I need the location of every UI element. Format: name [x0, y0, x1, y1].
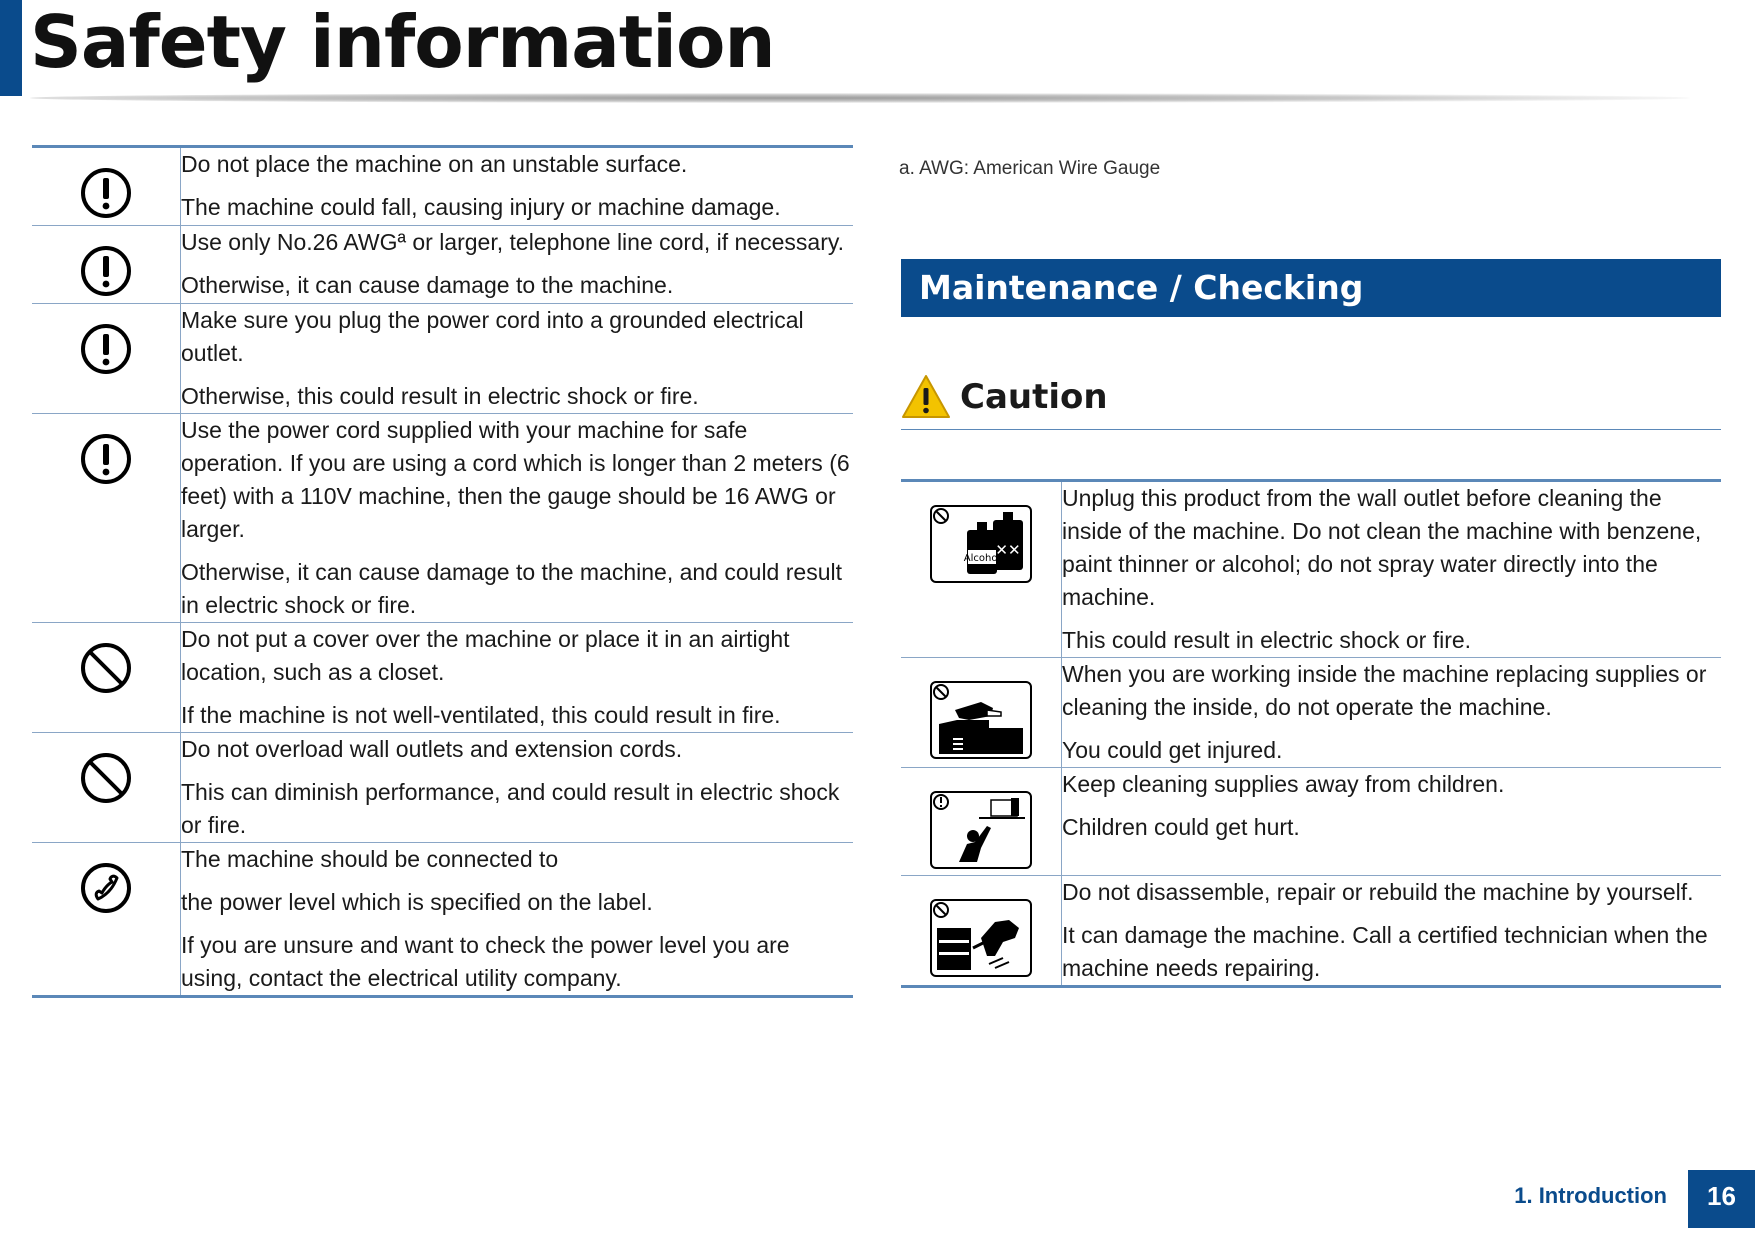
- warning-exclamation-icon: [79, 244, 133, 298]
- no-disassembly-icon: [929, 898, 1033, 978]
- table-row: [32, 414, 853, 623]
- no-hand-inside-machine-icon: [929, 680, 1033, 760]
- row-text: This can diminish performance, and could result in electric shock or fire.: [181, 779, 840, 838]
- row-text: The machine could fall, causing injury or machine damage.: [181, 194, 781, 220]
- row-text: Make sure you plug the power cord into a grounded electrical outlet.: [181, 307, 804, 366]
- row-text: The machine should be connected to: [181, 846, 559, 872]
- page-number: 16: [1688, 1170, 1755, 1228]
- table-row: [32, 733, 853, 843]
- prohibited-icon: [79, 641, 133, 695]
- title-accent-bar: [0, 0, 22, 96]
- row-text: It can damage the machine. Call a certified technician when the machine needs repairing.: [1062, 922, 1708, 981]
- row-text: Unplug this product from the wall outlet before cleaning the inside of the machine. Do not clean the machine with benzene, paint thinner or alcohol; do not spray water directly into the machine.: [1062, 485, 1702, 610]
- section-title: Maintenance / Checking: [919, 268, 1364, 307]
- row-text: If the machine is not well-ventilated, this could result in fire.: [181, 702, 781, 728]
- row-text: Do not overload wall outlets and extension cords.: [181, 736, 683, 762]
- table-row: [901, 481, 1721, 658]
- row-text: Do not put a cover over the machine or place it in an airtight location, such as a closet.: [181, 626, 790, 685]
- row-text: Otherwise, it can cause damage to the machine, and could result in electric shock or fire.: [181, 559, 842, 618]
- section-header: [901, 259, 1721, 317]
- row-text: Children could get hurt.: [1062, 814, 1300, 840]
- table-row: [32, 147, 853, 226]
- table-row: [32, 623, 853, 733]
- prohibited-icon: [79, 751, 133, 805]
- row-text: Keep cleaning supplies away from children.: [1062, 771, 1505, 797]
- row-text: Otherwise, it can cause damage to the machine.: [181, 272, 674, 298]
- caution-heading: [901, 374, 1721, 430]
- svg-text:✕✕: ✕✕: [995, 541, 1021, 559]
- row-text: When you are working inside the machine replacing supplies or cleaning the inside, do not operate the machine.: [1062, 661, 1707, 720]
- safety-table-left: [32, 145, 853, 998]
- row-text: If you are unsure and want to check the power level you are using, contact the electrical utility company.: [181, 932, 790, 991]
- warning-exclamation-icon: [79, 322, 133, 376]
- row-text: This could result in electric shock or fire.: [1062, 627, 1472, 653]
- page-title: Safety information: [30, 0, 775, 84]
- footer-section-label: 1. Introduction: [1514, 1183, 1667, 1208]
- row-text: Do not place the machine on an unstable surface.: [181, 151, 688, 177]
- title-divider: [30, 93, 1690, 103]
- table-row: [901, 876, 1721, 987]
- alcohol-label-text: Alcohol: [963, 553, 1001, 564]
- no-chemical-cleaners-icon: [929, 504, 1033, 584]
- keep-from-children-icon: [929, 790, 1033, 870]
- safety-table-right: [901, 479, 1721, 988]
- footnote: a. AWG: American Wire Gauge: [899, 158, 1161, 179]
- row-text: Use only No.26 AWGª or larger, telephone line cord, if necessary.: [181, 229, 845, 255]
- table-row: [901, 658, 1721, 768]
- row-text: the power level which is specified on the label.: [181, 889, 653, 915]
- table-row: [901, 768, 1721, 876]
- table-row: [32, 304, 853, 414]
- warning-exclamation-icon: [79, 432, 133, 486]
- caution-label: Caution: [960, 377, 1108, 417]
- table-row: [32, 843, 853, 997]
- table-row: [32, 226, 853, 304]
- row-text: Otherwise, this could result in electric shock or fire.: [181, 383, 699, 409]
- row-text: You could get injured.: [1062, 737, 1283, 763]
- row-text: Use the power cord supplied with your machine for safe operation. If you are using a cord which is longer than 2 meters (6 feet) with a 110V machine, then the gauge should be 16 AWG or larger.: [181, 417, 850, 542]
- row-text: Do not disassemble, repair or rebuild the machine by yourself.: [1062, 879, 1694, 905]
- caution-triangle-icon: [901, 374, 951, 420]
- warning-exclamation-icon: [79, 166, 133, 220]
- phone-contact-icon: [79, 861, 133, 915]
